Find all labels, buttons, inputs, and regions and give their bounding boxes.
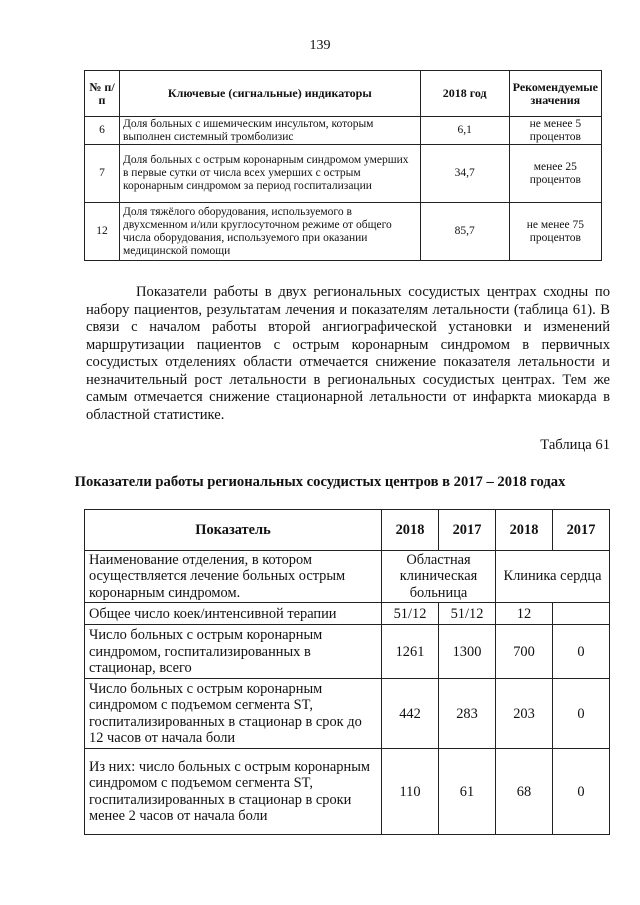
row-value: 61 [439,749,496,835]
row-value: 51/12 [382,603,439,625]
row-value: 1300 [439,625,496,679]
row-label: Число больных с острым коронарным синдромом, госпитализированных в стационар, всего [85,625,382,679]
row-value: 68 [496,749,553,835]
row-indicator: Доля тяжёлого оборудования, используемого в двухсменном и/или круглосуточном режиме от общего числа оборудования, используемого при оказании медицинской помощи [120,203,421,261]
table-row [85,625,610,679]
body-paragraph: Показатели работы в двух региональных сосудистых центрах сходны по набору пациентов, результатам лечения и показателям летальности (таблица 61). В связи с началом работы второй ангиографической установки и изменений маршрутизации пациентов с острым коронарным синдромом в первичных сосудистых отделениях области отмечается снижение показателя летальности и незначительный рост летальности в региональных сосудистых центрах. Тем же самым отмечается снижение стационарной летальности от инфаркта миокарда в областной статистике. [86,284,610,423]
table-row [85,203,602,261]
table-row [85,749,610,835]
hospital-name: Клиника сердца [496,551,610,603]
header-year: 2018 год [420,71,509,117]
row-value: 34,7 [420,145,509,203]
row-value: 6,1 [420,117,509,145]
hospital-name: Областная клиническая больница [382,551,496,603]
table-row [85,117,602,145]
row-label: Число больных с острым коронарным синдромом с подъемом сегмента ST, госпитализированных в стационар в срок до 12 часов от начала боли [85,679,382,749]
table-row [85,603,610,625]
row-indicator: Доля больных с острым коронарным синдромом умерших в первые сутки от числа всех умерших с острым коронарным синдромом за период госпитализации [120,145,421,203]
row-value: 1261 [382,625,439,679]
page-number: 139 [309,38,331,53]
header-indicator: Ключевые (сигнальные) индикаторы [120,71,421,117]
row-value: 442 [382,679,439,749]
row-value: 0 [553,749,610,835]
row-value: 0 [553,679,610,749]
row-label: Наименование отделения, в котором осуществляется лечение больных острым коронарным синдромом. [85,551,382,603]
row-recommended: не менее 5 процентов [509,117,601,145]
header-recommended: Рекомендуемые значения [509,71,601,117]
header-year: 2017 [439,510,496,551]
row-value: 51/12 [439,603,496,625]
table-header-row [85,510,610,551]
header-year: 2018 [382,510,439,551]
row-recommended: не менее 75 процентов [509,203,601,261]
table-row [85,145,602,203]
row-value: 110 [382,749,439,835]
header-year: 2018 [496,510,553,551]
table-row [85,679,610,749]
row-label: Общее число коек/интенсивной терапии [85,603,382,625]
table-title: Показатели работы региональных сосудистых центров в 2017 – 2018 годах [74,474,566,490]
row-number: 12 [85,203,120,261]
header-year: 2017 [553,510,610,551]
row-value: 283 [439,679,496,749]
table-header-row [85,71,602,117]
row-value [553,603,610,625]
table-caption: Таблица 61 [540,437,610,453]
row-indicator: Доля больных с ишемическим инсультом, которым выполнен системный тромболизис [120,117,421,145]
row-number: 6 [85,117,120,145]
row-number: 7 [85,145,120,203]
indicators-table [84,70,602,261]
row-recommended: менее 25 процентов [509,145,601,203]
row-value: 85,7 [420,203,509,261]
row-value: 700 [496,625,553,679]
header-indicator: Показатель [85,510,382,551]
row-label: Из них: число больных с острым коронарным синдромом с подъемом сегмента ST, госпитализированных в стационар в сроки менее 2 часов от начала боли [85,749,382,835]
row-value: 12 [496,603,553,625]
centers-table [84,509,610,835]
header-number: № п/п [85,71,120,117]
row-value: 203 [496,679,553,749]
row-value: 0 [553,625,610,679]
table-row [85,551,610,603]
